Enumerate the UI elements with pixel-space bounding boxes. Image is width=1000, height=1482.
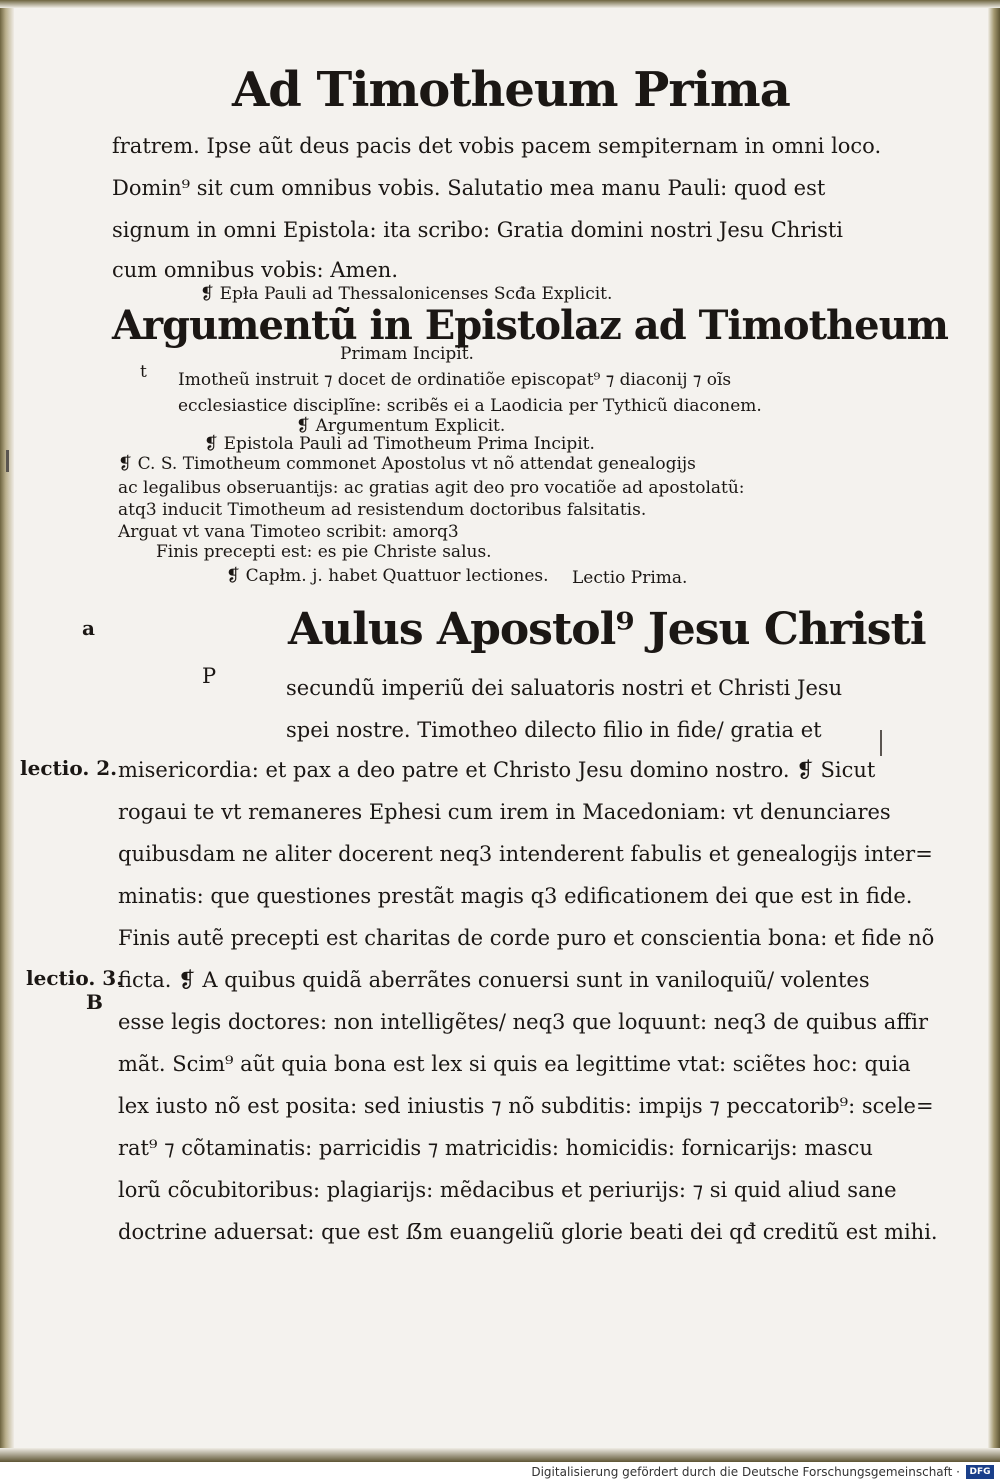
text-line: Domin⁹ sit cum omnibus vobis. Salutatio mea manu Pauli: quod est xyxy=(112,176,826,200)
page-edge-top xyxy=(0,0,1000,8)
margin-mark xyxy=(6,450,9,472)
argument-line: Imotheũ instruit ⁊ docet de ordinatiõe episcopat⁹ ⁊ diaconij ⁊ oĩs xyxy=(178,370,732,390)
margin-letter-a: a xyxy=(82,616,95,640)
text-line: quibusdam ne aliter docerent neq3 intenderent fabulis et genealogijs inter= xyxy=(118,842,933,866)
explicit-line: ❡ Epła Pauli ad Thessalonicenses Scđa Explicit. xyxy=(200,284,613,304)
argument-line: ❡ Argumentum Explicit. xyxy=(296,416,506,436)
argument-line: Arguat vt vana Timoteo scribit: amorq3 xyxy=(118,522,459,542)
argument-line: ❡ Capłm. j. habet Quattuor lectiones. xyxy=(226,566,549,586)
text-line: rogaui te vt remaneres Ephesi cum irem in Macedoniam: vt denunciares xyxy=(118,800,891,824)
chapter-opening: Aulus Apostol⁹ Jesu Christi xyxy=(288,604,926,655)
text-line: misericordia: et pax a deo patre et Christo Jesu domino nostro. ❡ Sicut xyxy=(118,758,876,782)
argument-line: Finis precepti est: es pie Christe salus. xyxy=(156,542,492,562)
margin-letter-b: B xyxy=(86,990,103,1014)
argument-line: ❡ Epistola Pauli ad Timotheum Prima Incipit. xyxy=(204,434,595,454)
margin-mark xyxy=(880,730,882,756)
text-line: cum omnibus vobis: Amen. xyxy=(112,258,398,282)
footer-bar xyxy=(0,1462,1000,1482)
argument-subheading: Primam Incipit. xyxy=(340,344,474,364)
dfg-logo-icon: DFG xyxy=(966,1465,994,1479)
text-line: spei nostre. Timotheo dilecto filio in fide/ gratia et xyxy=(286,718,822,742)
guide-initial: P xyxy=(202,664,217,688)
argument-line: ac legalibus obseruantijs: ac gratias agit deo pro vocatiõe ad apostolatũ: xyxy=(118,478,745,498)
argument-initial: t xyxy=(140,362,147,382)
lectio-prima: Lectio Prima. xyxy=(572,568,688,588)
text-line: lorũ cõcubitoribus: plagiarijs: mẽdacibus et periurijs: ⁊ si quid aliud sane xyxy=(118,1178,897,1202)
text-line: ficta. ❡ A quibus quidã aberrãtes conuersi sunt in vaniloquiũ/ volentes xyxy=(118,968,870,992)
page-edge-left xyxy=(0,0,14,1462)
argument-line: ecclesiastice disciplĩne: scribẽs ei a Laodicia per Tythicũ diaconem. xyxy=(178,396,762,416)
text-line: lex iusto nõ est posita: sed iniustis ⁊ nõ subditis: impijs ⁊ peccatorib⁹: scele= xyxy=(118,1094,934,1118)
text-line: doctrine aduersat: que est ẞm euangeliũ glorie beati dei qđ creditũ est mihi. xyxy=(118,1220,938,1244)
margin-lectio-2: lectio. 2. xyxy=(20,756,118,780)
text-line: esse legis doctores: non intelligẽtes/ neq3 que loquunt: neq3 de quibus affir xyxy=(118,1010,928,1034)
page-edge-bottom xyxy=(0,1448,1000,1462)
text-line: mãt. Scim⁹ aũt quia bona est lex si quis ea legittime vtat: sciẽtes hoc: quia xyxy=(118,1052,911,1076)
text-line: fratrem. Ipse aũt deus pacis det vobis pacem sempiternam in omni loco. xyxy=(112,134,882,158)
footer-credit: Digitalisierung gefördert durch die Deutsche Forschungsgemeinschaft · xyxy=(531,1465,960,1479)
argument-heading: Argumentũ in Epistolaz ad Timotheum xyxy=(112,302,948,349)
page-edge-right xyxy=(988,0,1000,1462)
text-line: secundũ imperiũ dei saluatoris nostri et Christi Jesu xyxy=(286,676,843,700)
text-line: minatis: que questiones prestãt magis q3 edificationem dei que est in fide. xyxy=(118,884,913,908)
text-line: rat⁹ ⁊ cõtaminatis: parricidis ⁊ matricidis: homicidis: fornicarijs: mascu xyxy=(118,1136,873,1160)
running-title: Ad Timotheum Prima xyxy=(232,62,790,118)
argument-line: ❡ C. S. Timotheum commonet Apostolus vt nõ attendat genealogijs xyxy=(118,454,696,474)
text-line: signum in omni Epistola: ita scribo: Gratia domini nostri Jesu Christi xyxy=(112,218,844,242)
margin-lectio-3: lectio. 3. xyxy=(26,966,124,990)
argument-line: atq3 inducit Timotheum ad resistendum doctoribus falsitatis. xyxy=(118,500,647,520)
text-line: Finis autẽ precepti est charitas de corde puro et conscientia bona: et fide nõ xyxy=(118,926,935,950)
